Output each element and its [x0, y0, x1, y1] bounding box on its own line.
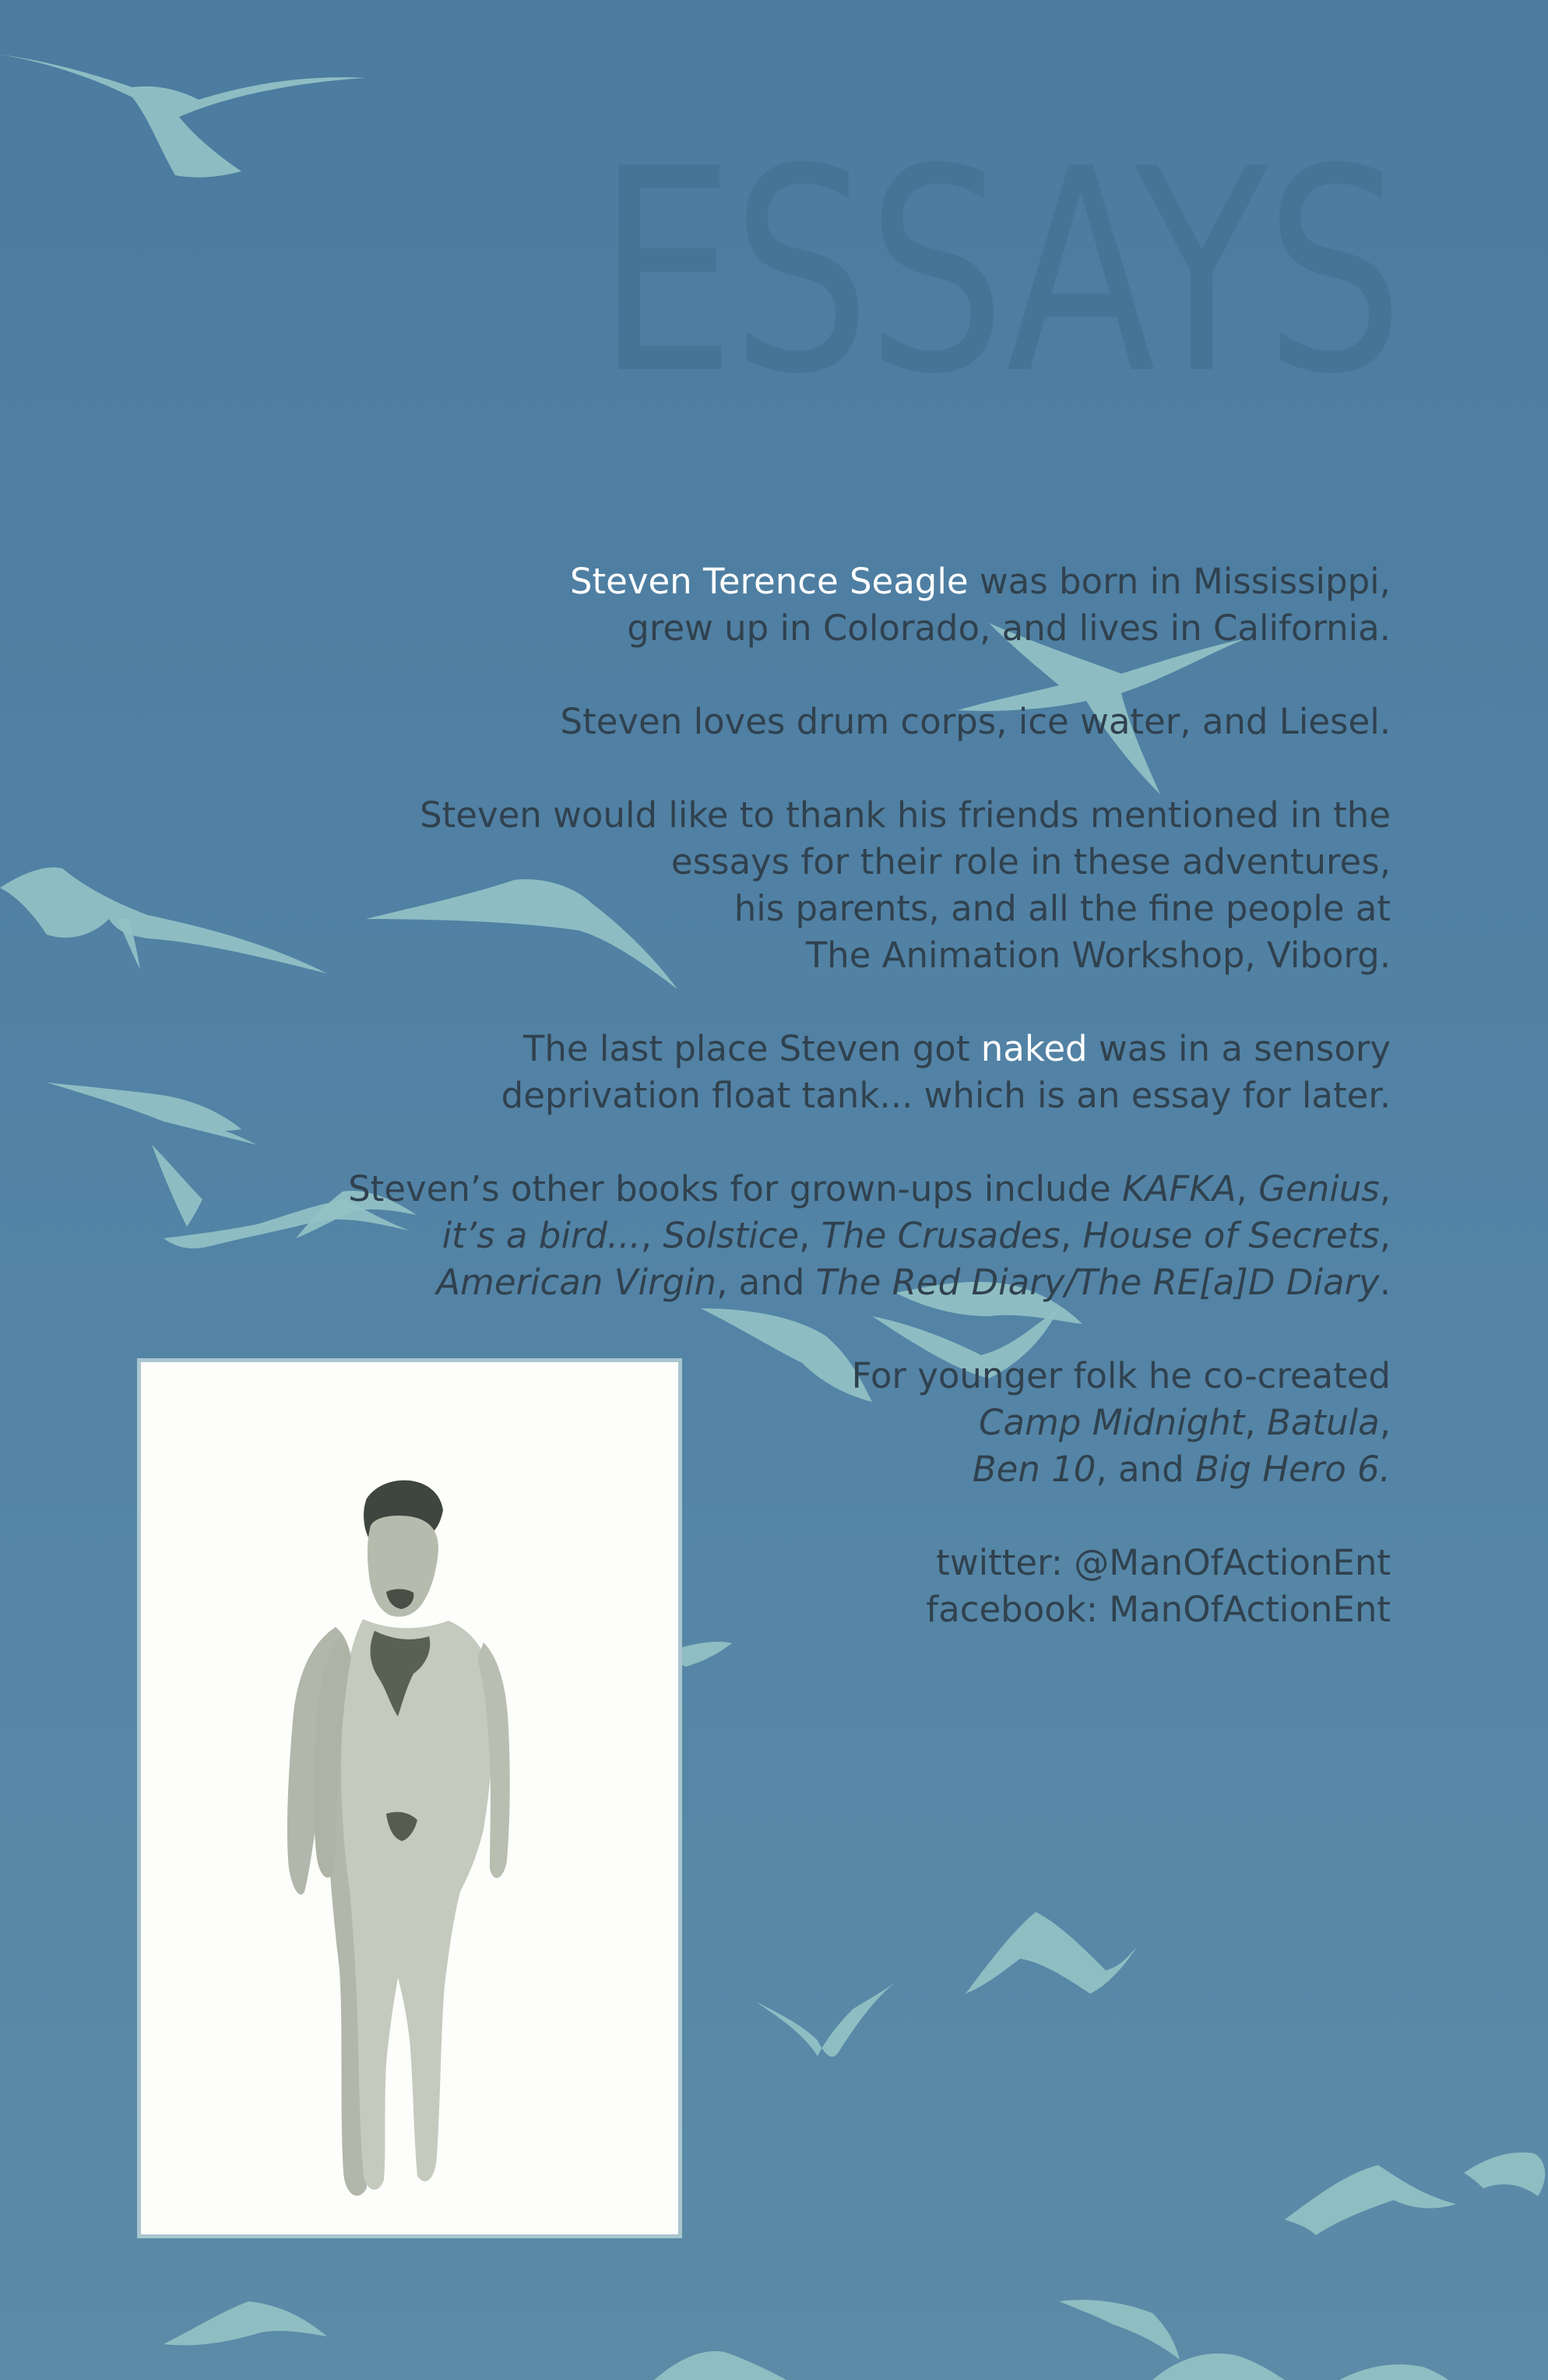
bio-text: was born in Mississippi,: [968, 561, 1391, 602]
facebook-handle: facebook: ManOfActionEnt: [926, 1589, 1391, 1630]
figure-torso: [341, 1619, 493, 2190]
separator: , and: [716, 1262, 816, 1303]
bio-text: Steven’s other books for grown-ups include: [348, 1168, 1123, 1209]
seagull-icon: [152, 1145, 202, 1227]
book-title: House of Secrets: [1082, 1215, 1380, 1256]
book-title: Big Hero 6.: [1194, 1449, 1391, 1490]
bio-paragraph-other-books: [238, 1166, 1391, 1306]
bio-paragraph-birthplace: [238, 558, 1391, 652]
separator: ,: [1244, 1402, 1267, 1443]
twitter-handle: twitter: @ManOfActionEnt: [936, 1542, 1391, 1583]
figure-illustration: [141, 1362, 678, 2234]
separator: ,: [1236, 1168, 1259, 1209]
highlight-word: naked: [980, 1028, 1088, 1069]
author-name: Steven Terence Seagle: [569, 561, 969, 602]
bio-text: The Animation Workshop, Viborg.: [805, 935, 1391, 976]
separator: ,: [799, 1215, 821, 1256]
seagull-icon: [755, 1982, 895, 2057]
seagull-icon: [966, 1912, 1137, 1994]
seagull-icon: [1464, 2153, 1545, 2196]
book-title: Camp Midnight: [979, 1402, 1245, 1443]
seagull-icon: [654, 2351, 786, 2380]
bio-paragraph-float-tank: [238, 1026, 1391, 1119]
bio-text: his parents, and all the fine people at: [734, 888, 1391, 929]
bio-text: deprivation float tank... which is an essay for later.: [501, 1075, 1391, 1116]
separator: , and: [1096, 1449, 1195, 1490]
book-title: The Crusades: [821, 1215, 1061, 1256]
book-title: Solstice: [663, 1215, 800, 1256]
book-title: Ben 10: [972, 1449, 1096, 1490]
book-title: The Red Diary/The RE[a]D Diary: [815, 1262, 1380, 1303]
separator: .: [1379, 1262, 1391, 1303]
seagull-icon: [1152, 2354, 1285, 2380]
book-title: Genius: [1258, 1168, 1380, 1209]
separator: ,: [1060, 1215, 1083, 1256]
book-title: Batula: [1266, 1402, 1380, 1443]
seagull-icon: [0, 55, 366, 178]
book-title: it’s a bird...: [442, 1215, 641, 1256]
bio-paragraph-loves: [238, 699, 1391, 745]
book-title: American Virgin: [436, 1262, 717, 1303]
separator: ,: [640, 1215, 663, 1256]
book-title: KAFKA: [1122, 1168, 1237, 1209]
separator: ,: [1379, 1215, 1391, 1256]
seagull-icon: [164, 2301, 327, 2345]
bio-paragraph-thanks: [238, 792, 1391, 979]
bio-text: essays for their role in these adventures,: [670, 841, 1391, 882]
separator: ,: [1379, 1402, 1391, 1443]
essays-watermark-title: ESSAYS: [596, 109, 1400, 435]
author-portrait: [137, 1358, 682, 2238]
seagull-icon: [47, 1083, 257, 1145]
bio-text: was in a sensory: [1087, 1028, 1391, 1069]
seagull-icon: [1059, 2300, 1180, 2360]
bio-text: Steven loves drum corps, ice water, and Liesel.: [560, 701, 1391, 742]
seagull-icon: [1285, 2165, 1456, 2235]
bio-text: grew up in Colorado, and lives in California.: [627, 607, 1391, 649]
seagull-icon: [1339, 2364, 1448, 2380]
bio-text: For younger folk he co-created: [851, 1355, 1391, 1396]
separator: ,: [1379, 1168, 1391, 1209]
bio-text: The last place Steven got: [522, 1028, 981, 1069]
bio-text: Steven would like to thank his friends mentioned in the: [420, 794, 1391, 836]
